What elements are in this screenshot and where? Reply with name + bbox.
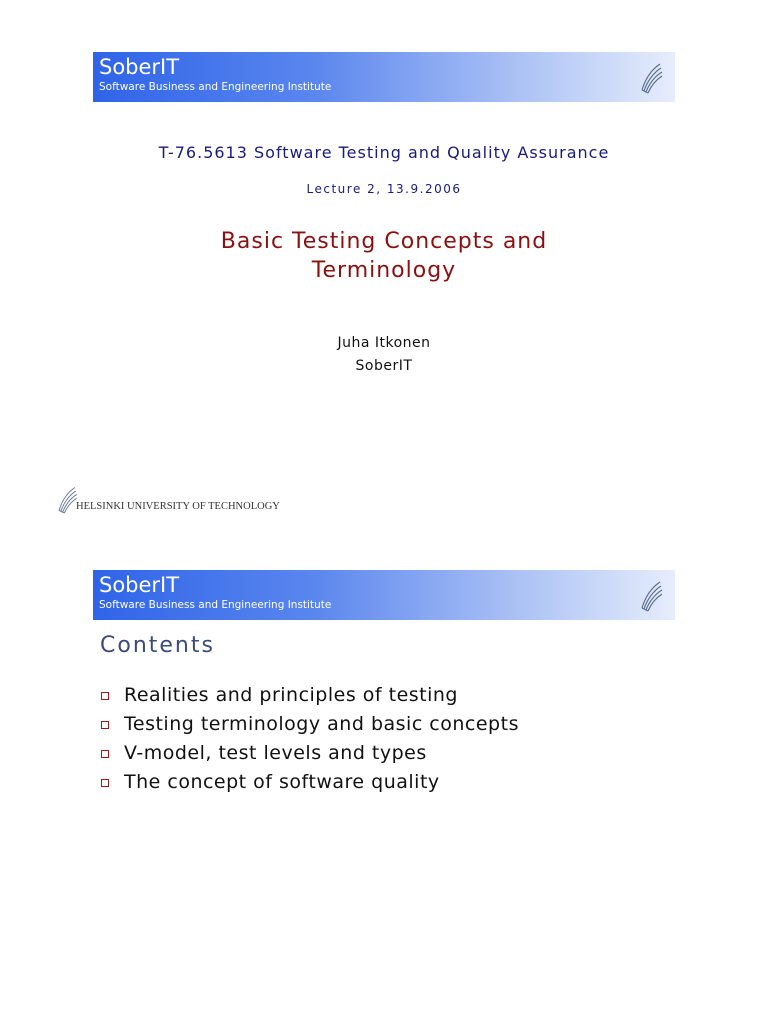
slide-title-line1: Basic Testing Concepts and [220, 229, 548, 254]
university-wing-logo-icon [56, 484, 78, 514]
list-item-text: Realities and principles of testing [124, 684, 458, 706]
square-bullet-icon [101, 721, 109, 729]
university-wing-logo-icon [639, 578, 663, 612]
banner-brand: SoberIT [99, 573, 180, 597]
slide-title [0, 227, 768, 285]
author-name: Juha Itkonen [337, 335, 431, 351]
banner-brand: SoberIT [99, 55, 180, 79]
list-item-text: Testing terminology and basic concepts [124, 713, 519, 735]
slide1-banner [93, 52, 675, 102]
university-name: HELSINKI UNIVERSITY OF TECHNOLOGY [76, 501, 280, 512]
university-wing-logo-icon [639, 60, 663, 94]
banner-tagline: Software Business and Engineering Institute [99, 81, 332, 93]
square-bullet-icon [101, 692, 109, 700]
author-org: SoberIT [355, 358, 413, 374]
author-block [0, 332, 768, 378]
banner-tagline: Software Business and Engineering Institute [99, 599, 332, 611]
university-footer [56, 484, 356, 516]
slide2-banner [93, 570, 675, 620]
lecture-date: Lecture 2, 13.9.2006 [306, 182, 462, 196]
course-title: T-76.5613 Software Testing and Quality Assurance [158, 143, 610, 162]
square-bullet-icon [101, 779, 109, 787]
contents-heading: Contents [100, 633, 215, 658]
list-item-text: The concept of software quality [124, 771, 440, 793]
list-item-text: V-model, test levels and types [124, 742, 427, 764]
slide-title-line2: Terminology [311, 258, 457, 283]
square-bullet-icon [101, 750, 109, 758]
